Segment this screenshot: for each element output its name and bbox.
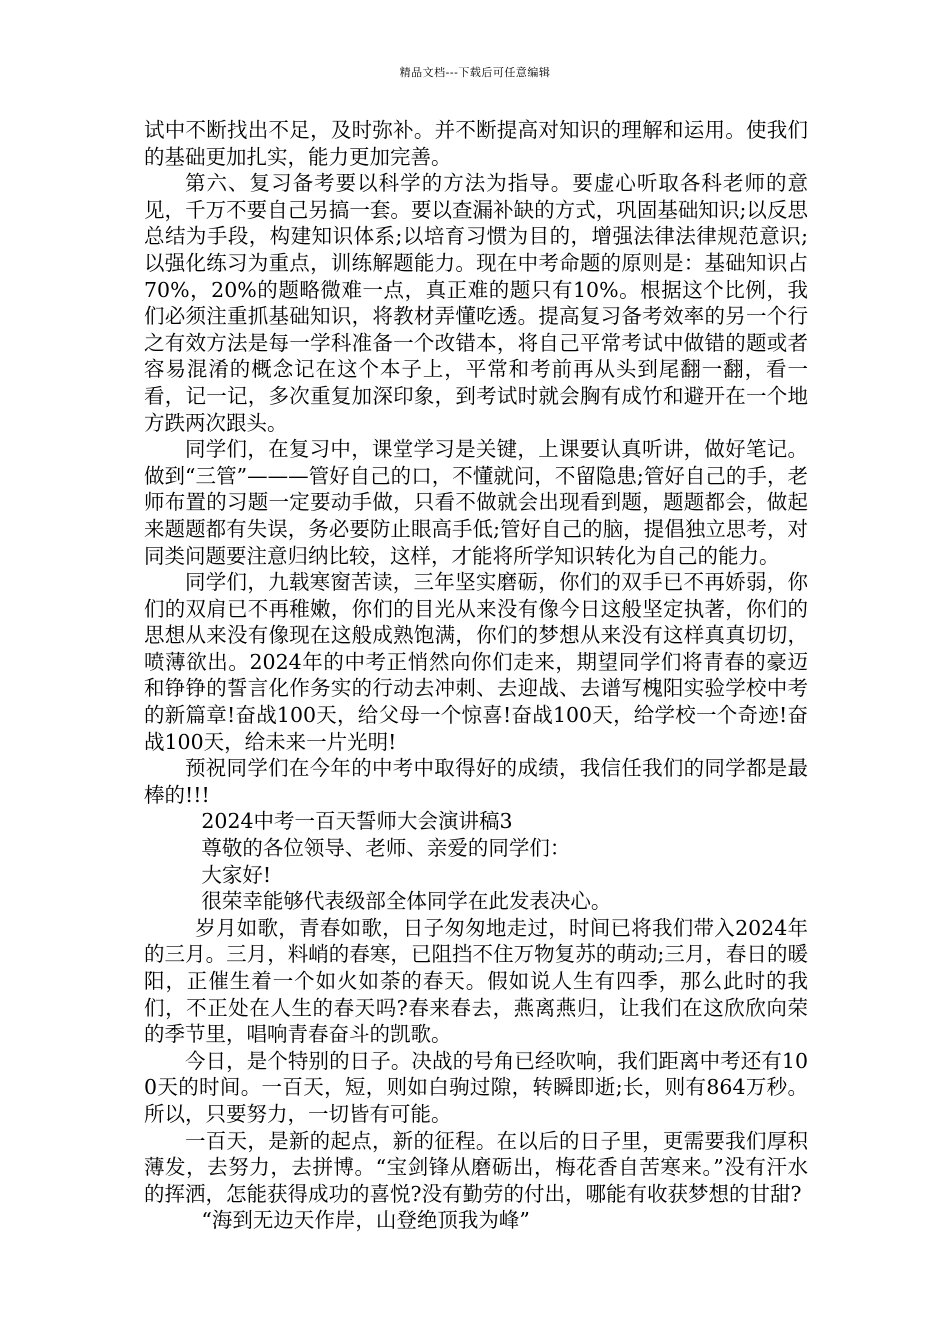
paragraph-encouragement: 同学们，九载寒窗苦读，三年坚实磨砺，你们的双手已不再娇弱，你们的双肩已不再稚嫩，你们的目光从来没有像今日这般坚定执著，你们的思想从来没有像现在这般成熟饱满，你们的梦想从来没有这样真真切切，喷薄欲出。2024年的中考正悄然向你们走来，期望同学们将青春的豪迈和铮铮的誓言化作务实的行动去冲刺、去迎战、去谱写槐阳实验学校中考的新篇章!奋战100天，给父母一个惊喜!奋战100天，给学校一个奇迹!奋战100天，给未来一片光明! bbox=[144, 570, 808, 754]
quote-line: “海到无边天作岸，山登绝顶我为峰” bbox=[201, 1208, 530, 1233]
paragraph-review-method: 第六、复习备考要以科学的方法为指导。要虚心听取各科老师的意见，千万不要自己另搞一套。要以查漏补缺的方式，巩固基础知识;以反思总结为手段，构建知识体系;以培育习惯为目的，增强法律法律规范意识;以强化练习为重点，训练解题能力。现在中考命题的原则是：基础知识占70%，20%的题略微难一点，真正难的题只有10%。根据这个比例，我们必须注重抓基础知识，将教材弄懂吃透。提高复习备考效率的另一个行之有效方法是每一学科准备一个改错本，将自己平常考试中做错的题或者容易混淆的概念记在这个本子上，平常和考前再从头到尾翻一翻，看一看，记一记，多次重复加深印象，到考试时就会胸有成竹和避开在一个地方跌两次跟头。 bbox=[144, 171, 808, 435]
paragraph-hundred-days: 今日，是个特别的日子。决战的号角已经吹响，我们距离中考还有100天的时间。一百天，短，则如白驹过隙，转瞬即逝;长，则有864万秒。所以，只要努力，一切皆有可能。 bbox=[144, 1048, 808, 1126]
paragraph-classroom-study: 同学们，在复习中，课堂学习是关键，上课要认真听讲，做好笔记。做到“三管”———管好自己的口，不懂就问，不留隐患;管好自己的手，老师布置的习题一定要动手做，只看不做就会出现看到题，题题都会，做起来题题都有失误，务必要防止眼高手低;管好自己的脑，提倡独立思考，对同类问题要注意归纳比较，这样，才能将所学知识转化为自己的能力。 bbox=[144, 437, 808, 568]
paragraph-spring: 岁月如歌，青春如歌，日子匆匆地走过，时间已将我们带入2024年的三月。三月，料峭的春寒，已阻挡不住万物复苏的萌动;三月，春日的暖阳，正催生着一个如火如荼的春天。假如说人生有四季，那么此时的我们，不正处在人生的春天吗?春来春去，燕离燕归，让我们在这欣欣向荣的季节里，唱响青春奋斗的凯歌。 bbox=[144, 915, 808, 1047]
speech-title: 2024中考一百天誓师大会演讲稿3 bbox=[201, 809, 513, 834]
page-header: 精品文档---下载后可任意编辑 bbox=[399, 66, 551, 79]
paragraph-new-start: 一百天，是新的起点，新的征程。在以后的日子里，更需要我们厚积薄发，去努力，去拼博。“宝剑锋从磨砺出，梅花香自苦寒来。”没有汗水的挥洒，怎能获得成功的喜悦?没有勤劳的付出，哪能有收获梦想的甘甜? bbox=[144, 1128, 808, 1206]
paragraph-wishes: 预祝同学们在今年的中考中取得好的成绩，我信任我们的同学都是最棒的!!! bbox=[144, 756, 808, 807]
salutation: 尊敬的各位领导、老师、亲爱的同学们： bbox=[201, 836, 571, 861]
paragraph-continuation: 试中不断找出不足，及时弥补。并不断提高对知识的理解和运用。使我们的基础更加扎实，能力更加完善。 bbox=[144, 118, 808, 169]
opening-line: 很荣幸能够代表级部全体同学在此发表决心。 bbox=[201, 889, 612, 914]
greeting: 大家好! bbox=[201, 862, 272, 887]
document-body bbox=[144, 117, 808, 1234]
